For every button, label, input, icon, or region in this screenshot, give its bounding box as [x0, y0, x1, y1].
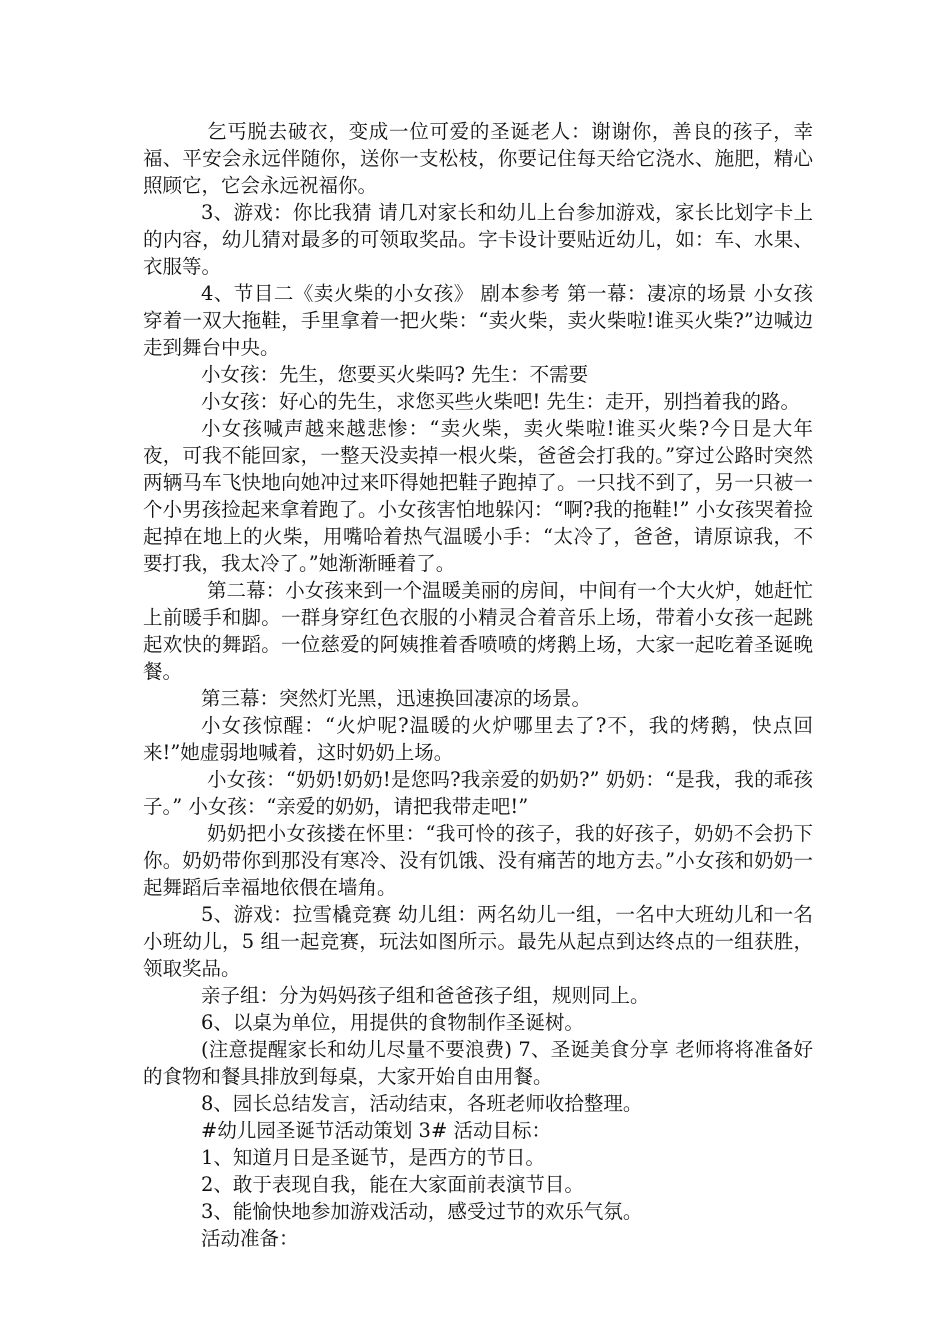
paragraph-12: 5、游戏：拉雪橇竞赛 幼儿组：两名幼儿一组，一名中大班幼儿和一名小班幼儿，5 组一起竞赛，玩法如图所示。最先从起点到达终点的一组获胜，领取奖品。 [143, 903, 813, 980]
paragraph-5: 小女孩：好心的先生，求您买些火柴吧! 先生：走开，别挡着我的路。 [201, 390, 801, 413]
paragraph-1: 乞丐脱去破衣，变成一位可爱的圣诞老人：谢谢你，善良的孩子，幸福、平安会永远伴随你，送你一支松枝，你要记住每天给它浇水、施肥，精心照顾它，它会永远祝福你。 [143, 120, 813, 197]
paragraph-6: 小女孩喊声越来越悲惨：“卖火柴，卖火柴啦!谁买火柴?今日是大年夜，可我不能回家，一整天没卖掉一根火柴，爸爸会打我的。”穿过公路时突然两辆马车飞快地向她冲过来吓得她把鞋子跑掉了。一只找不到了，另一只被一个小男孩捡起来拿着跑了。小女孩害怕地躲闪：“啊?我的拖鞋!” 小女孩哭着捡起掉在地上的火柴，用嘴哈着热气温暖小手：“太冷了，爸爸，请原谅我，不要打我，我太冷了。”她渐渐睡着了。 [143, 417, 813, 575]
paragraph-13: 亲子组：分为妈妈孩子组和爸爸孩子组，规则同上。 [201, 984, 650, 1007]
document-body [143, 118, 813, 1252]
paragraph-19: 2、敢于表现自我，能在大家面前表演节目。 [201, 1173, 584, 1196]
paragraph-21: 活动准备： [201, 1227, 299, 1250]
paragraph-10: 小女孩：“奶奶!奶奶!是您吗?我亲爱的奶奶?” 奶奶：“是我，我的乖孩子。” 小女孩：“亲爱的奶奶，请把我带走吧!” [143, 768, 813, 818]
paragraph-11: 奶奶把小女孩搂在怀里：“我可怜的孩子，我的好孩子，奶奶不会扔下你。奶奶带你到那没有寒冷、没有饥饿、没有痛苦的地方去。”小女孩和奶奶一起舞蹈后幸福地依偎在墙角。 [143, 822, 813, 899]
paragraph-15: (注意提醒家长和幼儿尽量不要浪费) 7、圣诞美食分享 老师将将准备好的食物和餐具排放到每桌，大家开始自由用餐。 [143, 1038, 813, 1088]
paragraph-7: 第二幕：小女孩来到一个温暖美丽的房间，中间有一个大火炉，她赶忙上前暖手和脚。一群身穿红色衣服的小精灵合着音乐上场，带着小女孩一起跳起欢快的舞蹈。一位慈爱的阿姨推着香喷喷的烤鹅上场，大家一起吃着圣诞晚餐。 [143, 579, 813, 683]
paragraph-16: 8、园长总结发言，活动结束，各班老师收拾整理。 [201, 1092, 643, 1115]
paragraph-4: 小女孩：先生，您要买火柴吗? 先生：不需要 [201, 363, 589, 386]
section-heading: #幼儿园圣诞节活动策划 3# 活动目标： [201, 1119, 551, 1142]
paragraph-8: 第三幕：突然灯光黑，迅速换回凄凉的场景。 [201, 687, 592, 710]
paragraph-20: 3、能愉快地参加游戏活动，感受过节的欢乐气氛。 [201, 1200, 643, 1223]
paragraph-14: 6、以桌为单位，用提供的食物制作圣诞树。 [201, 1011, 584, 1034]
paragraph-18: 1、知道月日是圣诞节，是西方的节日。 [201, 1146, 545, 1169]
paragraph-2: 3、游戏：你比我猜 请几对家长和幼儿上台参加游戏，家长比划字卡上的内容，幼儿猜对最多的可领取奖品。字卡设计要贴近幼儿，如：车、水果、衣服等。 [143, 201, 813, 278]
paragraph-3: 4、节目二《卖火柴的小女孩》 剧本参考 第一幕：凄凉的场景 小女孩穿着一双大拖鞋，手里拿着一把火柴：“卖火柴，卖火柴啦!谁买火柴?”边喊边走到舞台中央。 [143, 282, 813, 359]
paragraph-9: 小女孩惊醒：“火炉呢?温暖的火炉哪里去了?不，我的烤鹅，快点回来!”她虚弱地喊着，这时奶奶上场。 [143, 714, 813, 764]
